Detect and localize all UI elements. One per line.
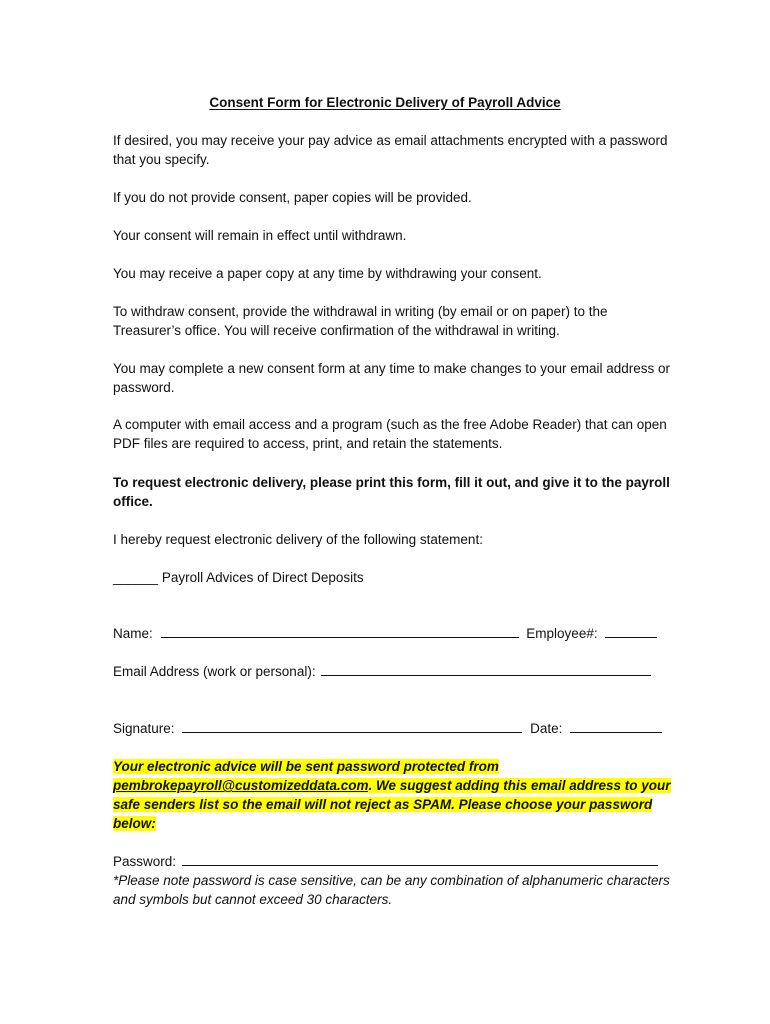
paragraph-new-form: You may complete a new consent form at any time to make changes to your email address or password. xyxy=(113,361,671,395)
email-label: Email Address (work or personal): xyxy=(113,664,316,679)
form-title: Consent Form for Electronic Delivery of Payroll Advice xyxy=(209,95,561,110)
signature-row xyxy=(113,719,662,738)
notice-email-link[interactable]: pembrokepayroll@customizeddata.com xyxy=(113,778,369,793)
paragraph-consent-effect: Your consent will remain in effect until withdrawn. xyxy=(113,228,407,243)
notice-text-1: Your electronic advice will be sent password protected from xyxy=(113,759,499,774)
paragraph-paper-copies: If you do not provide consent, paper copies will be provided. xyxy=(113,190,472,205)
date-field[interactable] xyxy=(570,731,662,733)
date-label: Date: xyxy=(530,721,563,736)
password-notice xyxy=(113,757,673,833)
signature-label: Signature: xyxy=(113,721,175,736)
paragraph-pay-advice: If desired, you may receive your pay advice as email attachments encrypted with a password that you specify. xyxy=(113,133,668,167)
statement-blank[interactable]: ______ xyxy=(113,570,159,585)
password-note: *Please note password is case sensitive, can be any combination of alphanumeric characters and symbols but cannot exceed 30 characters. xyxy=(113,873,670,907)
email-row xyxy=(113,662,651,681)
email-field[interactable] xyxy=(321,674,651,676)
paragraph-requirements: A computer with email access and a program (such as the free Adobe Reader) that can open PDF files are required to access, print, and retain the statements. xyxy=(113,417,667,451)
paragraph-withdraw: To withdraw consent, provide the withdrawal in writing (by email or on paper) to the Treasurer’s office. You will receive confirmation of the withdrawal in writing. xyxy=(113,304,608,338)
name-label: Name: xyxy=(113,626,153,641)
paragraph-request: I hereby request electronic delivery of the following statement: xyxy=(113,532,483,547)
paragraph-paper-copy: You may receive a paper copy at any time by withdrawing your consent. xyxy=(113,266,542,281)
statement-label: Payroll Advices of Direct Deposits xyxy=(161,570,364,585)
paragraph-instructions: To request electronic delivery, please print this form, fill it out, and give it to the payroll office. xyxy=(113,475,670,509)
employee-field[interactable] xyxy=(605,636,657,638)
password-label: Password: xyxy=(113,854,177,869)
notice-text-2: . We suggest adding this email address to your safe senders list so the email will not reject as SPAM. Please choose your password below: xyxy=(113,778,671,831)
signature-field[interactable] xyxy=(182,731,522,733)
name-row xyxy=(113,624,657,643)
password-row xyxy=(113,852,658,871)
employee-label: Employee#: xyxy=(526,626,598,641)
name-field[interactable] xyxy=(161,636,519,638)
password-field[interactable] xyxy=(182,864,658,866)
statement-option[interactable] xyxy=(113,568,364,587)
